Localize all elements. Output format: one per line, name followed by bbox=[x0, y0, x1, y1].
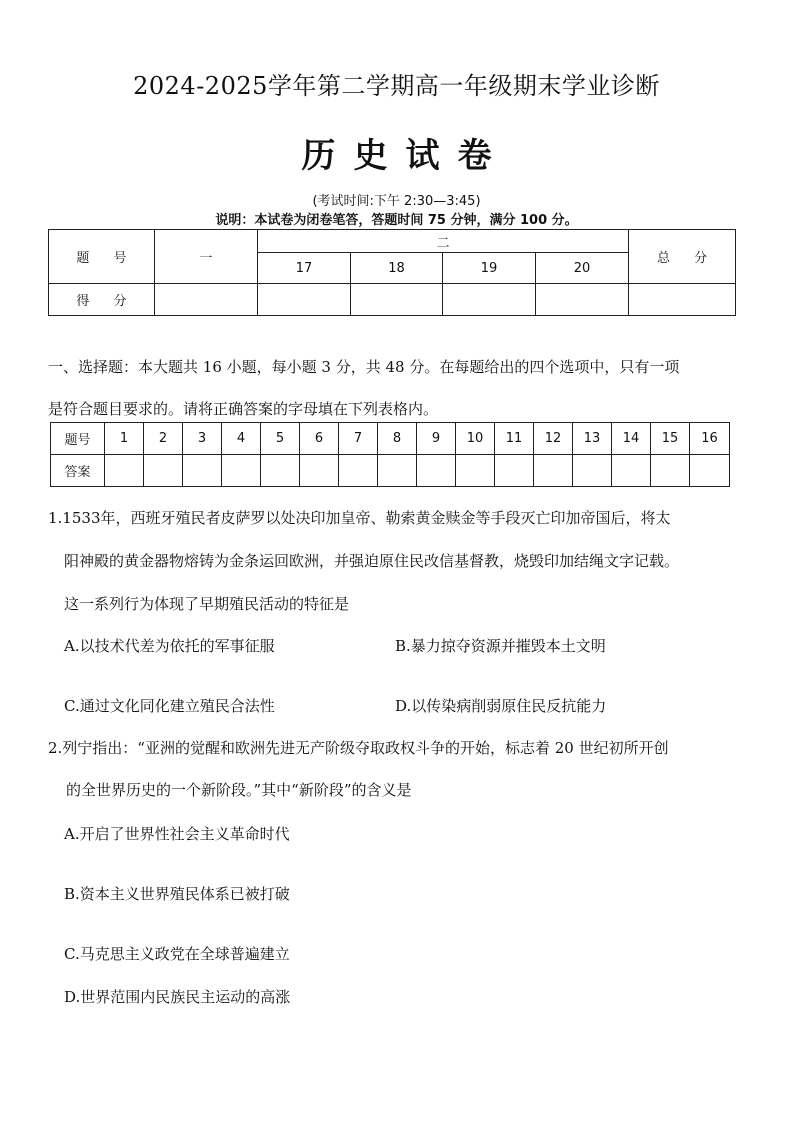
answer-table-number: 16 bbox=[690, 423, 730, 455]
question-1-option-b: B.暴力掠夺资源并摧毁本土文明 bbox=[395, 637, 606, 655]
answer-table-number: 7 bbox=[339, 423, 378, 455]
score-table-item: 20 bbox=[536, 253, 629, 284]
question-2-option-a: A.开启了世界性社会主义革命时代 bbox=[64, 825, 290, 843]
answer-table-number: 10 bbox=[456, 423, 495, 455]
answer-cell[interactable] bbox=[690, 455, 730, 487]
answer-cell[interactable] bbox=[495, 455, 534, 487]
question-1-stem: 这一系列行为体现了早期殖民活动的特征是 bbox=[64, 595, 350, 613]
score-table-item: 18 bbox=[351, 253, 443, 284]
exam-title: 2024-2025学年第二学期高一年级期末学业诊断 bbox=[133, 72, 660, 100]
answer-table-number: 6 bbox=[300, 423, 339, 455]
answer-table-number: 3 bbox=[183, 423, 222, 455]
answer-table-number: 13 bbox=[573, 423, 612, 455]
question-2-option-b: B.资本主义世界殖民体系已被打破 bbox=[64, 885, 290, 903]
question-2-stem: 的全世界历史的一个新阶段。”其中“新阶段”的含义是 bbox=[66, 781, 412, 799]
answer-cell[interactable] bbox=[183, 455, 222, 487]
exam-time: (考试时间:下午 2:30—3:45) bbox=[312, 194, 481, 209]
answer-table-number: 9 bbox=[417, 423, 456, 455]
score-table-item: 19 bbox=[443, 253, 536, 284]
question-1-stem: 1.1533年，西班牙殖民者皮萨罗以处决印加皇帝、勒索黄金赎金等手段灭亡印加帝国后，将太 bbox=[48, 509, 671, 527]
score-cell[interactable] bbox=[536, 284, 629, 316]
answer-cell[interactable] bbox=[300, 455, 339, 487]
question-2-option-c: C.马克思主义政党在全球普遍建立 bbox=[64, 945, 290, 963]
score-cell[interactable] bbox=[629, 284, 736, 316]
answer-cell[interactable] bbox=[222, 455, 261, 487]
answer-table-number: 1 bbox=[105, 423, 144, 455]
score-cell[interactable] bbox=[443, 284, 536, 316]
answer-cell[interactable] bbox=[651, 455, 690, 487]
answer-cell[interactable] bbox=[417, 455, 456, 487]
answer-cell[interactable] bbox=[612, 455, 651, 487]
subject-title: 历史试卷 bbox=[301, 136, 510, 176]
section-one-intro: 是符合题目要求的。请将正确答案的字母填在下列表格内。 bbox=[48, 400, 439, 418]
question-2-stem: 2.列宁指出：“亚洲的觉醒和欧洲先进无产阶级夺取政权斗争的开始，标志着 20 世纪初所开创 bbox=[48, 739, 669, 757]
question-1-stem: 阳神殿的黄金器物熔铸为金条运回欧洲，并强迫原住民改信基督教，烧毁印加结绳文字记载。 bbox=[64, 552, 680, 570]
score-table-question-label: 题 号 bbox=[49, 230, 155, 284]
answer-table-question-label: 题号 bbox=[51, 423, 105, 455]
answer-table-number: 5 bbox=[261, 423, 300, 455]
score-cell[interactable] bbox=[155, 284, 258, 316]
question-1-option-c: C.通过文化同化建立殖民合法性 bbox=[64, 697, 275, 715]
answer-cell[interactable] bbox=[261, 455, 300, 487]
score-table-total: 总 分 bbox=[629, 230, 736, 284]
score-table-part-two: 二 bbox=[258, 230, 629, 253]
score-table-part-one: 一 bbox=[155, 230, 258, 284]
answer-cell[interactable] bbox=[339, 455, 378, 487]
score-table bbox=[48, 229, 736, 316]
answer-table-number: 15 bbox=[651, 423, 690, 455]
answer-cell[interactable] bbox=[534, 455, 573, 487]
score-table-item: 17 bbox=[258, 253, 351, 284]
answer-table bbox=[50, 422, 730, 487]
exam-note: 说明：本试卷为闭卷笔答，答题时间 75 分钟，满分 100 分。 bbox=[215, 213, 578, 228]
answer-table-number: 4 bbox=[222, 423, 261, 455]
answer-table-number: 14 bbox=[612, 423, 651, 455]
answer-cell[interactable] bbox=[573, 455, 612, 487]
answer-table-number: 2 bbox=[144, 423, 183, 455]
score-cell[interactable] bbox=[351, 284, 443, 316]
answer-table-answer-label: 答案 bbox=[51, 455, 105, 487]
score-table-score-label: 得 分 bbox=[49, 284, 155, 316]
answer-table-number: 8 bbox=[378, 423, 417, 455]
answer-cell[interactable] bbox=[144, 455, 183, 487]
score-cell[interactable] bbox=[258, 284, 351, 316]
answer-table-number: 11 bbox=[495, 423, 534, 455]
answer-cell[interactable] bbox=[105, 455, 144, 487]
answer-cell[interactable] bbox=[378, 455, 417, 487]
question-2-option-d: D.世界范围内民族民主运动的高涨 bbox=[64, 988, 291, 1006]
answer-table-number: 12 bbox=[534, 423, 573, 455]
section-one-intro: 一、选择题：本大题共 16 小题，每小题 3 分，共 48 分。在每题给出的四个选项中，只有一项 bbox=[48, 358, 680, 376]
question-1-option-a: A.以技术代差为依托的军事征服 bbox=[64, 637, 275, 655]
question-1-option-d: D.以传染病削弱原住民反抗能力 bbox=[395, 697, 607, 715]
answer-cell[interactable] bbox=[456, 455, 495, 487]
